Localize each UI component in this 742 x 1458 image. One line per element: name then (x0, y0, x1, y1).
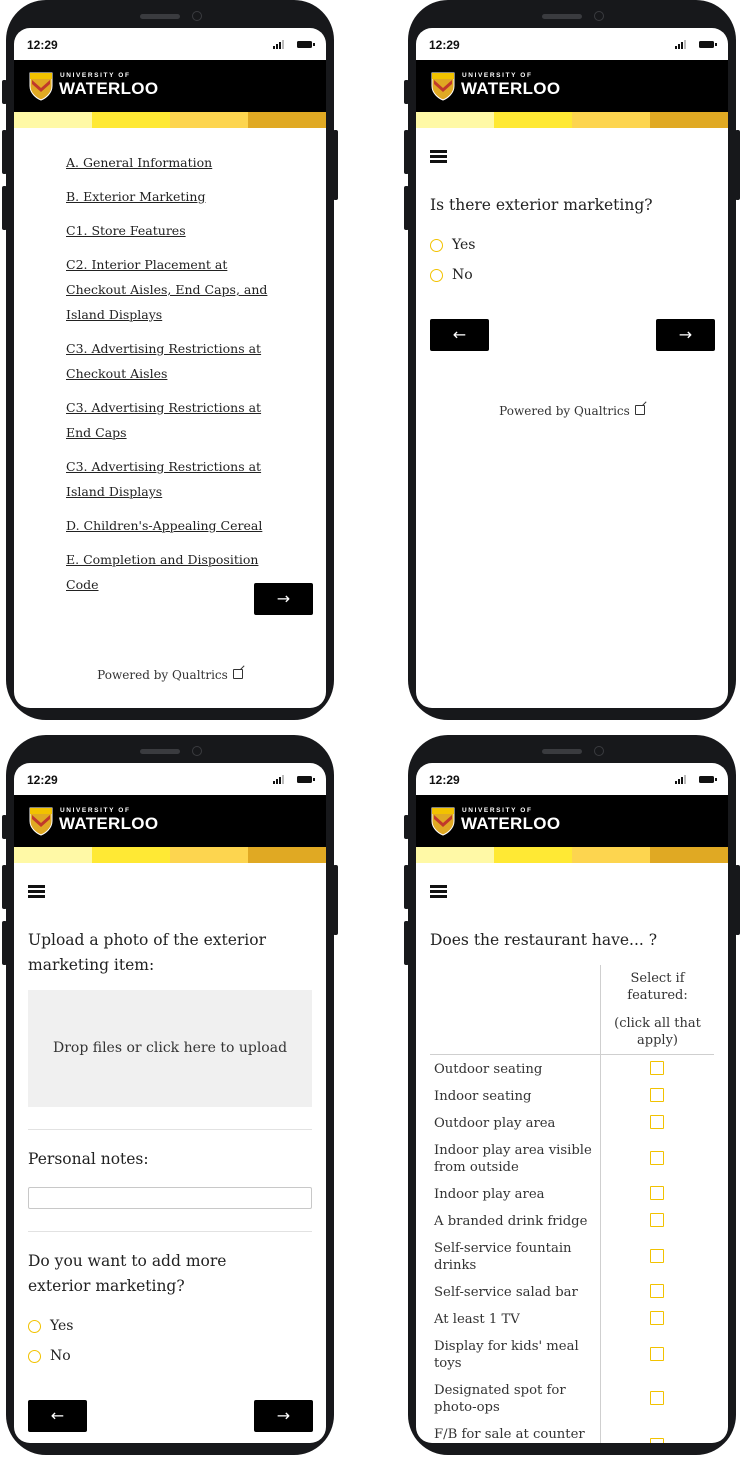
toc-link-c1[interactable]: C1. Store Features (66, 223, 186, 238)
phone-frame-1 (6, 0, 334, 720)
battery-icon (297, 41, 312, 48)
question-text: Is there exterior marketing? (430, 196, 653, 214)
next-button[interactable]: → (254, 1400, 313, 1432)
divider (28, 1231, 312, 1232)
powered-by[interactable] (14, 668, 326, 682)
file-upload-dropzone[interactable] (28, 990, 312, 1107)
status-time: 12:29 (429, 773, 460, 787)
signal-icon (273, 775, 286, 784)
radio-icon[interactable] (430, 239, 443, 252)
battery-icon (297, 776, 312, 783)
checkbox[interactable] (650, 1438, 664, 1443)
toc-link-c3-island[interactable]: C3. Advertising Restrictions at Island Displays (66, 459, 262, 499)
toc-link-c3-endcaps[interactable]: C3. Advertising Restrictions at End Caps (66, 400, 262, 440)
row-label: Self-service fountain drinks (434, 1241, 572, 1273)
menu-icon[interactable] (430, 885, 447, 898)
column-header-2: (click all that apply) (614, 1016, 701, 1048)
screen-toc (14, 28, 326, 708)
status-bar (14, 763, 326, 795)
phone-frame-2 (408, 0, 736, 720)
notes-label: Personal notes: (28, 1150, 149, 1168)
checkbox[interactable] (650, 1186, 664, 1200)
option-no[interactable] (28, 1348, 71, 1364)
back-button[interactable]: ← (28, 1400, 87, 1432)
divider (28, 1129, 312, 1130)
checkbox[interactable] (650, 1115, 664, 1129)
features-matrix (430, 965, 714, 1443)
header-banner (416, 795, 728, 847)
checkbox[interactable] (650, 1347, 664, 1361)
uw-shield-icon (29, 72, 53, 101)
brand-big: WATERLOO (461, 79, 561, 98)
row-label: Outdoor seating (434, 1062, 543, 1077)
row-label: Outdoor play area (434, 1116, 556, 1131)
option-no[interactable] (430, 267, 473, 283)
row-label: Indoor seating (434, 1089, 532, 1104)
external-link-icon (233, 669, 243, 679)
status-bar (14, 28, 326, 60)
header-banner (416, 60, 728, 112)
next-button[interactable]: → (254, 583, 313, 615)
option-label: Yes (50, 1318, 74, 1334)
powered-by-text: Powered by Qualtrics (499, 404, 630, 418)
toc-link-c3-checkout[interactable]: C3. Advertising Restrictions at Checkout Aisles (66, 341, 262, 381)
row-label: F/B for sale at counter (434, 1427, 585, 1442)
screen-exterior-question (416, 28, 728, 708)
radio-icon[interactable] (28, 1320, 41, 1333)
brand-small: UNIVERSITY OF (462, 72, 533, 79)
menu-icon[interactable] (430, 150, 447, 163)
checkbox[interactable] (650, 1284, 664, 1298)
option-label: No (50, 1348, 71, 1364)
menu-icon[interactable] (28, 885, 45, 898)
back-button[interactable]: ← (430, 319, 489, 351)
checkbox[interactable] (650, 1311, 664, 1325)
checkbox[interactable] (650, 1213, 664, 1227)
checkbox[interactable] (650, 1088, 664, 1102)
row-label: Self-service salad bar (434, 1285, 578, 1300)
color-stripe (14, 847, 326, 863)
screen-features-matrix (416, 763, 728, 1443)
screen-upload (14, 763, 326, 1443)
option-yes[interactable] (28, 1318, 74, 1334)
phone-frame-3 (6, 735, 334, 1455)
signal-icon (675, 775, 688, 784)
uw-shield-icon (29, 807, 53, 836)
status-time: 12:29 (27, 773, 58, 787)
brand-big: WATERLOO (59, 814, 159, 833)
row-label: Indoor play area (434, 1187, 545, 1202)
brand-big: WATERLOO (461, 814, 561, 833)
upload-text: Drop files or click here to upload (52, 1040, 288, 1056)
brand-big: WATERLOO (59, 79, 159, 98)
battery-icon (699, 776, 714, 783)
upload-question: Upload a photo of the exterior marketing item: (28, 931, 266, 974)
toc-link-b[interactable]: B. Exterior Marketing (66, 189, 206, 204)
uw-shield-icon (431, 807, 455, 836)
toc-link-c2[interactable]: C2. Interior Placement at Checkout Aisles, End Caps, and Island Displays (66, 257, 268, 322)
more-question: Do you want to add more exterior marketing? (28, 1252, 227, 1295)
powered-by-text: Powered by Qualtrics (97, 668, 228, 682)
toc-link-e[interactable]: E. Completion and Disposition Code (66, 552, 259, 592)
radio-icon[interactable] (28, 1350, 41, 1363)
uw-shield-icon (431, 72, 455, 101)
checkbox[interactable] (650, 1249, 664, 1263)
radio-icon[interactable] (430, 269, 443, 282)
brand-small: UNIVERSITY OF (462, 807, 533, 814)
battery-icon (699, 41, 714, 48)
toc-link-a[interactable]: A. General Information (66, 155, 213, 170)
status-bar (416, 28, 728, 60)
status-time: 12:29 (429, 38, 460, 52)
option-label: No (452, 267, 473, 283)
brand-small: UNIVERSITY OF (60, 807, 131, 814)
powered-by[interactable] (416, 404, 728, 418)
header-banner (14, 795, 326, 847)
header-banner (14, 60, 326, 112)
next-button[interactable]: → (656, 319, 715, 351)
toc-link-d[interactable]: D. Children's-Appealing Cereal (66, 518, 263, 533)
checkbox[interactable] (650, 1061, 664, 1075)
row-label: At least 1 TV (434, 1312, 520, 1327)
color-stripe (14, 112, 326, 128)
color-stripe (416, 847, 728, 863)
column-header-1: Select if featured: (627, 971, 688, 1003)
color-stripe (416, 112, 728, 128)
row-label: Designated spot for photo-ops (434, 1383, 566, 1415)
signal-icon (675, 40, 688, 49)
checkbox[interactable] (650, 1151, 664, 1165)
checkbox[interactable] (650, 1391, 664, 1405)
row-label: A branded drink fridge (434, 1214, 588, 1229)
external-link-icon (635, 405, 645, 415)
brand-small: UNIVERSITY OF (60, 72, 131, 79)
phone-frame-4 (408, 735, 736, 1455)
row-label: Indoor play area visible from outside (434, 1143, 592, 1175)
row-label: Display for kids' meal toys (434, 1339, 579, 1371)
status-time: 12:29 (27, 38, 58, 52)
question-text: Does the restaurant have... ? (430, 931, 658, 949)
notes-input[interactable] (28, 1187, 312, 1209)
option-label: Yes (452, 237, 476, 253)
status-bar (416, 763, 728, 795)
option-yes[interactable] (430, 237, 476, 253)
signal-icon (273, 40, 286, 49)
